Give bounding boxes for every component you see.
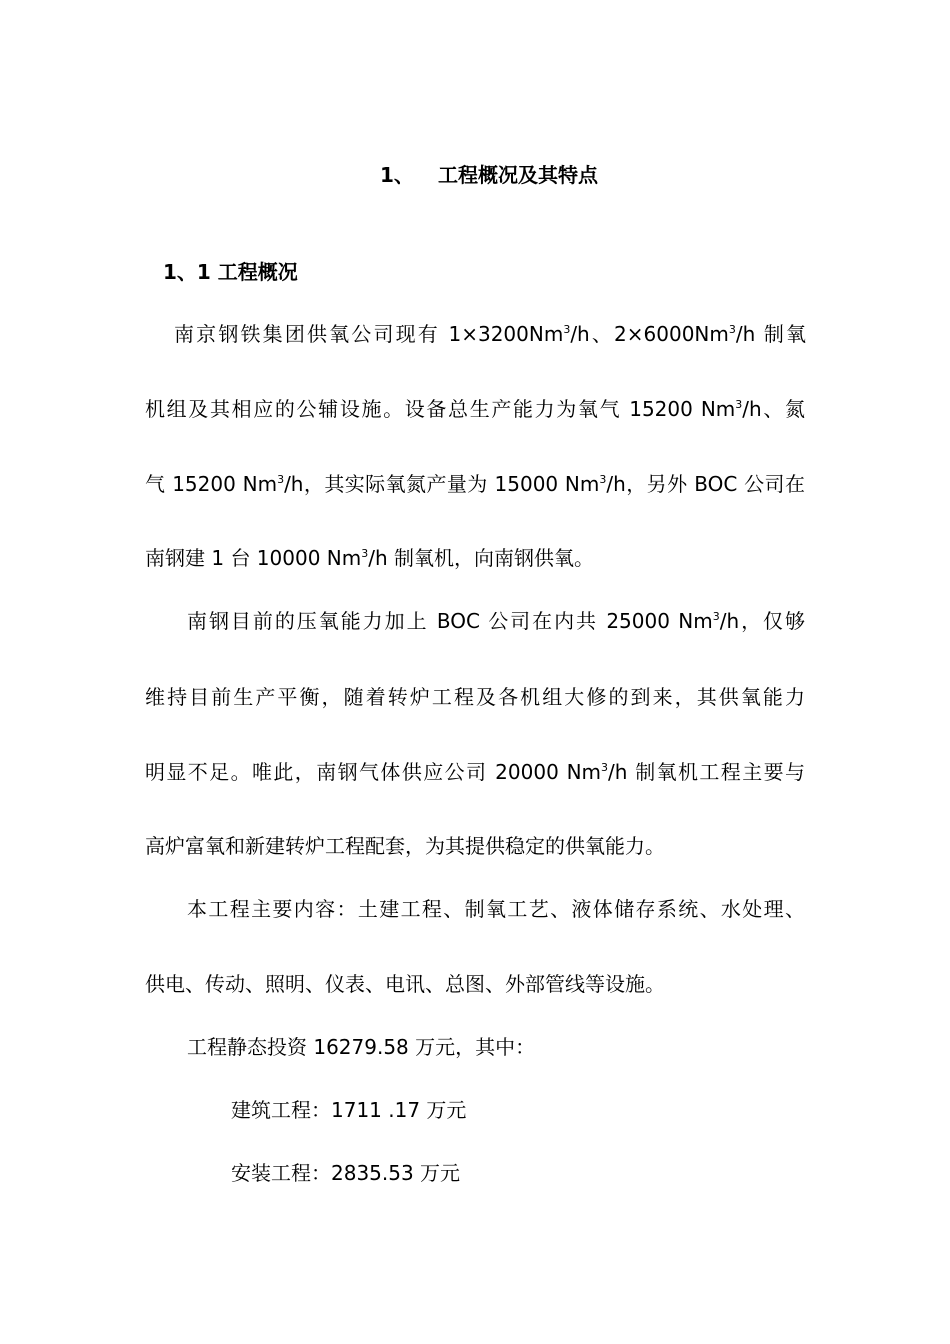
paragraph-1-line-4: 南钢建 1 台 10000 Nm$^3$/h 制氧机，向南钢供氧。 [145,546,595,570]
section-title [380,161,598,189]
paragraph-2-line-4: 高炉富氧和新建转炉工程配套，为其提供稳定的供氧能力。 [145,834,665,858]
investment-building: 建筑工程：1711 .17 万元 [231,1098,467,1122]
paragraph-2-line-1: 南钢目前的压氧能力加上 BOC 公司在内共 25000 Nm$^3$/h，仅够 [187,609,805,633]
subsection-title: 1、1 工程概况 [163,260,298,284]
paragraph-2-line-2: 维持目前生产平衡，随着转炉工程及各机组大修的到来，其供氧能力 [145,685,805,709]
paragraph-3-line-2: 供电、传动、照明、仪表、电讯、总图、外部管线等设施。 [145,972,665,996]
paragraph-2-line-3: 明显不足。唯此，南钢气体供应公司 20000 Nm$^3$/h 制氧机工程主要与 [145,760,805,784]
paragraph-3-line-1: 本工程主要内容：土建工程、制氧工艺、液体储存系统、水处理、 [187,897,805,921]
investment-total: 工程静态投资 16279.58 万元，其中： [187,1035,536,1059]
investment-installation: 安装工程：2835.53 万元 [231,1161,461,1185]
paragraph-1-line-2: 机组及其相应的公辅设施。设备总生产能力为氧气 15200 Nm$^3$/h、氮 [145,397,806,421]
section-number: 1、 [380,163,414,187]
paragraph-1-line-1: 南京钢铁集团供氧公司现有 $1\times 3200Nm^3/h$、$2\times 6000Nm^3/h$ 制氧 [174,322,806,346]
section-title-text: 工程概况及其特点 [438,163,598,187]
paragraph-1-line-3: 气 15200 Nm$^3$/h，其实际氧氮产量为 15000 Nm$^3$/h，另外 BOC 公司在 [145,472,805,496]
